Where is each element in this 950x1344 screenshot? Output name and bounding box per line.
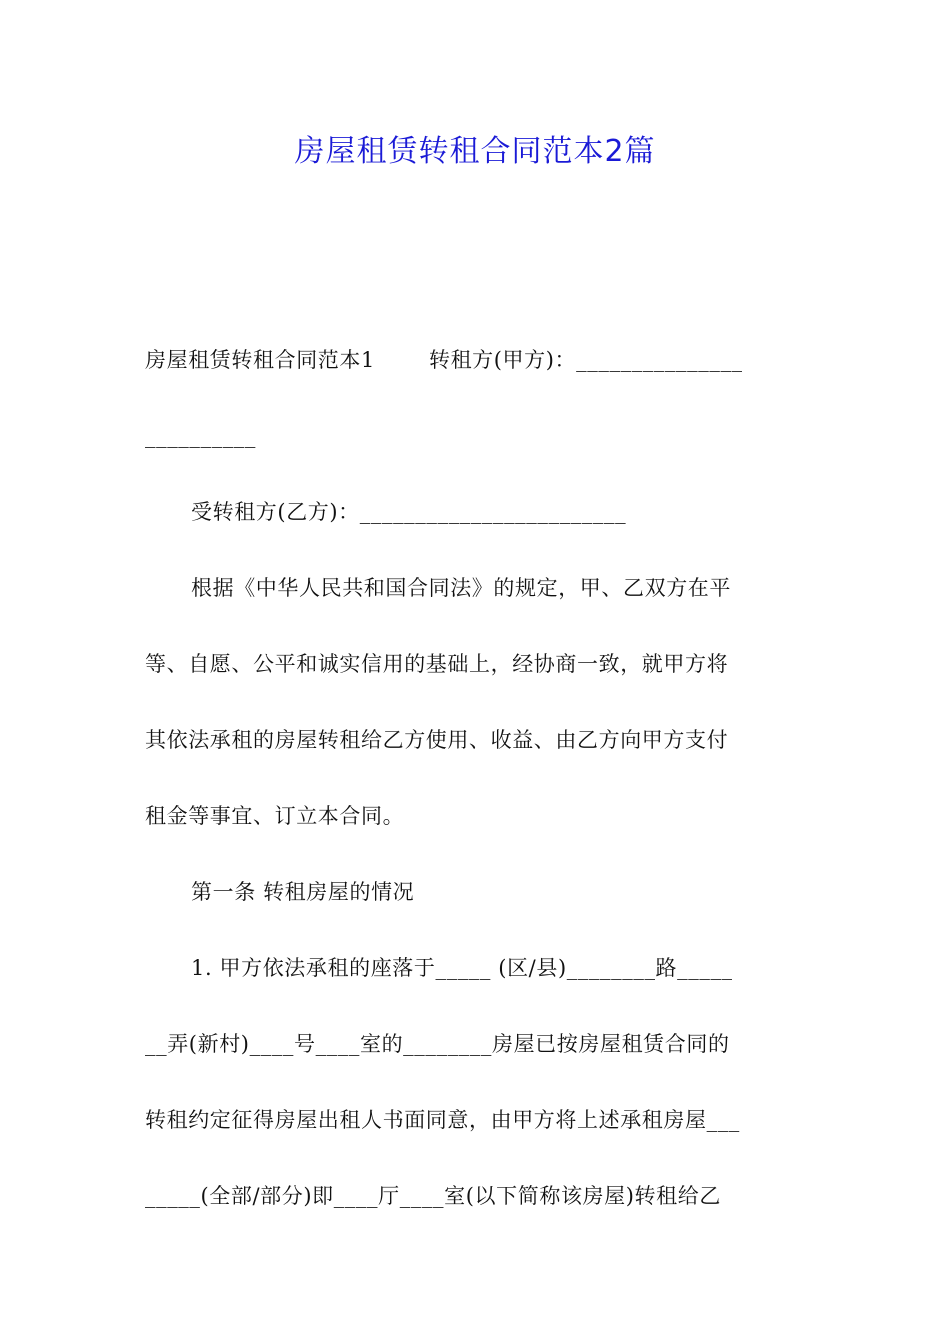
text-line bbox=[145, 1006, 807, 1082]
text-line-part: 受转租方(乙方)：________________________ bbox=[191, 500, 627, 524]
text-line-part: 转租约定征得房屋出租人书面同意，由甲方将上述承租房屋___ bbox=[145, 1108, 740, 1132]
text-line-part: 房屋租赁转租合同范本1 bbox=[145, 348, 375, 372]
text-line bbox=[145, 778, 807, 854]
text-line-part: _____(全部/部分)即____厅____室(以下简称该房屋)转租给乙 bbox=[145, 1184, 721, 1208]
text-line bbox=[145, 398, 807, 474]
text-line bbox=[145, 1082, 807, 1158]
text-line bbox=[145, 1158, 807, 1234]
text-line-part: 等、自愿、公平和诚实信用的基础上，经协商一致，就甲方将 bbox=[145, 652, 729, 676]
section-heading bbox=[145, 854, 807, 930]
text-line-part: 租金等事宜、订立本合同。 bbox=[145, 804, 405, 828]
paragraph-first-line bbox=[145, 550, 807, 626]
text-line-part: 1. 甲方依法承租的座落于_____ (区/县)________路_____ bbox=[191, 956, 733, 980]
text-line-part: __________ bbox=[145, 424, 256, 448]
text-line-part: 第一条 转租房屋的情况 bbox=[191, 880, 415, 904]
document-body bbox=[145, 322, 807, 1234]
text-line bbox=[145, 626, 807, 702]
document-title: 房屋租赁转租合同范本2篇 bbox=[294, 134, 656, 169]
text-line bbox=[145, 474, 807, 550]
text-line-part: 根据《中华人民共和国合同法》的规定，甲、乙双方在平 bbox=[191, 576, 731, 600]
text-line-part: 其依法承租的房屋转租给乙方使用、收益、由乙方向甲方支付 bbox=[145, 728, 729, 752]
text-line-part: 转租方(甲方)：_______________ bbox=[428, 348, 743, 372]
paragraph-first-line bbox=[145, 930, 807, 1006]
text-line bbox=[145, 702, 807, 778]
text-line-part: __弄(新村)____号____室的________房屋已按房屋租赁合同的 bbox=[145, 1032, 730, 1056]
text-line bbox=[145, 322, 807, 398]
